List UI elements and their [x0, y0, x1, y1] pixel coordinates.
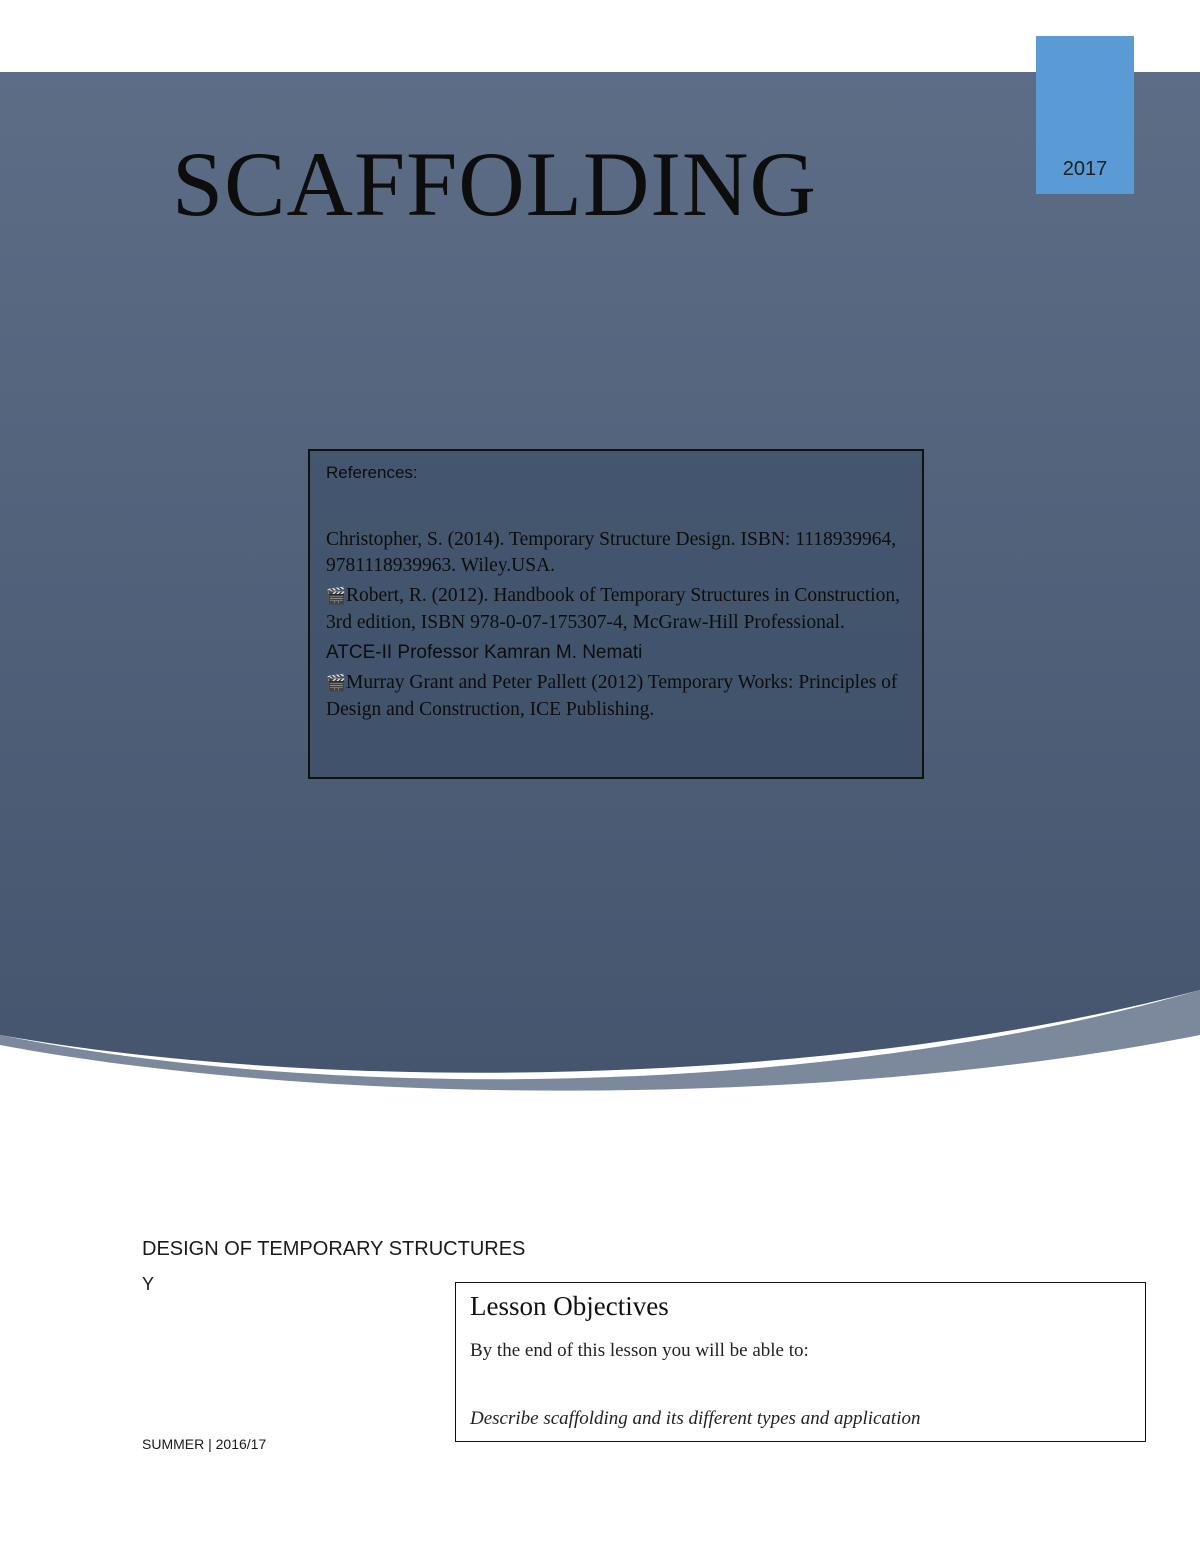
objectives-intro: By the end of this lesson you will be able to:	[470, 1340, 809, 1361]
reference-text: Christopher, S. (2014). Temporary Structure Design. ISBN: 1118939964, 9781118939963. Wiley.USA.	[326, 529, 897, 576]
reference-item	[326, 670, 906, 723]
course-suffix: Y	[142, 1274, 155, 1294]
year-label: 2017	[1062, 158, 1108, 180]
document-title: SCAFFOLDING	[172, 133, 817, 235]
objectives-title: Lesson Objectives	[470, 1291, 669, 1321]
lesson-objectives-box	[455, 1282, 1146, 1442]
course-title: DESIGN OF TEMPORARY STRUCTURES	[142, 1238, 526, 1260]
references-box	[308, 449, 924, 779]
reference-item	[326, 640, 906, 666]
term-label: SUMMER | 2016/17	[142, 1436, 267, 1452]
references-heading: References:	[326, 463, 418, 482]
reference-item	[326, 583, 906, 636]
reference-text: Robert, R. (2012). Handbook of Temporary Structures in Construction, 3rd edition, ISBN 978-0-07-175307-4, McGraw-Hill Professional.	[326, 585, 900, 633]
reference-text: ATCE-II Professor Kamran M. Nemati	[326, 642, 643, 663]
clapperboard-icon: 🎬	[326, 675, 346, 692]
reference-text: Murray Grant and Peter Pallett (2012) Temporary Works: Principles of Design and Construction, ICE Publishing.	[326, 672, 898, 720]
year-tab	[1036, 36, 1134, 194]
objective-item: Describe scaffolding and its different types and application	[470, 1408, 921, 1429]
reference-item	[326, 527, 906, 579]
clapperboard-icon: 🎬	[326, 588, 346, 605]
